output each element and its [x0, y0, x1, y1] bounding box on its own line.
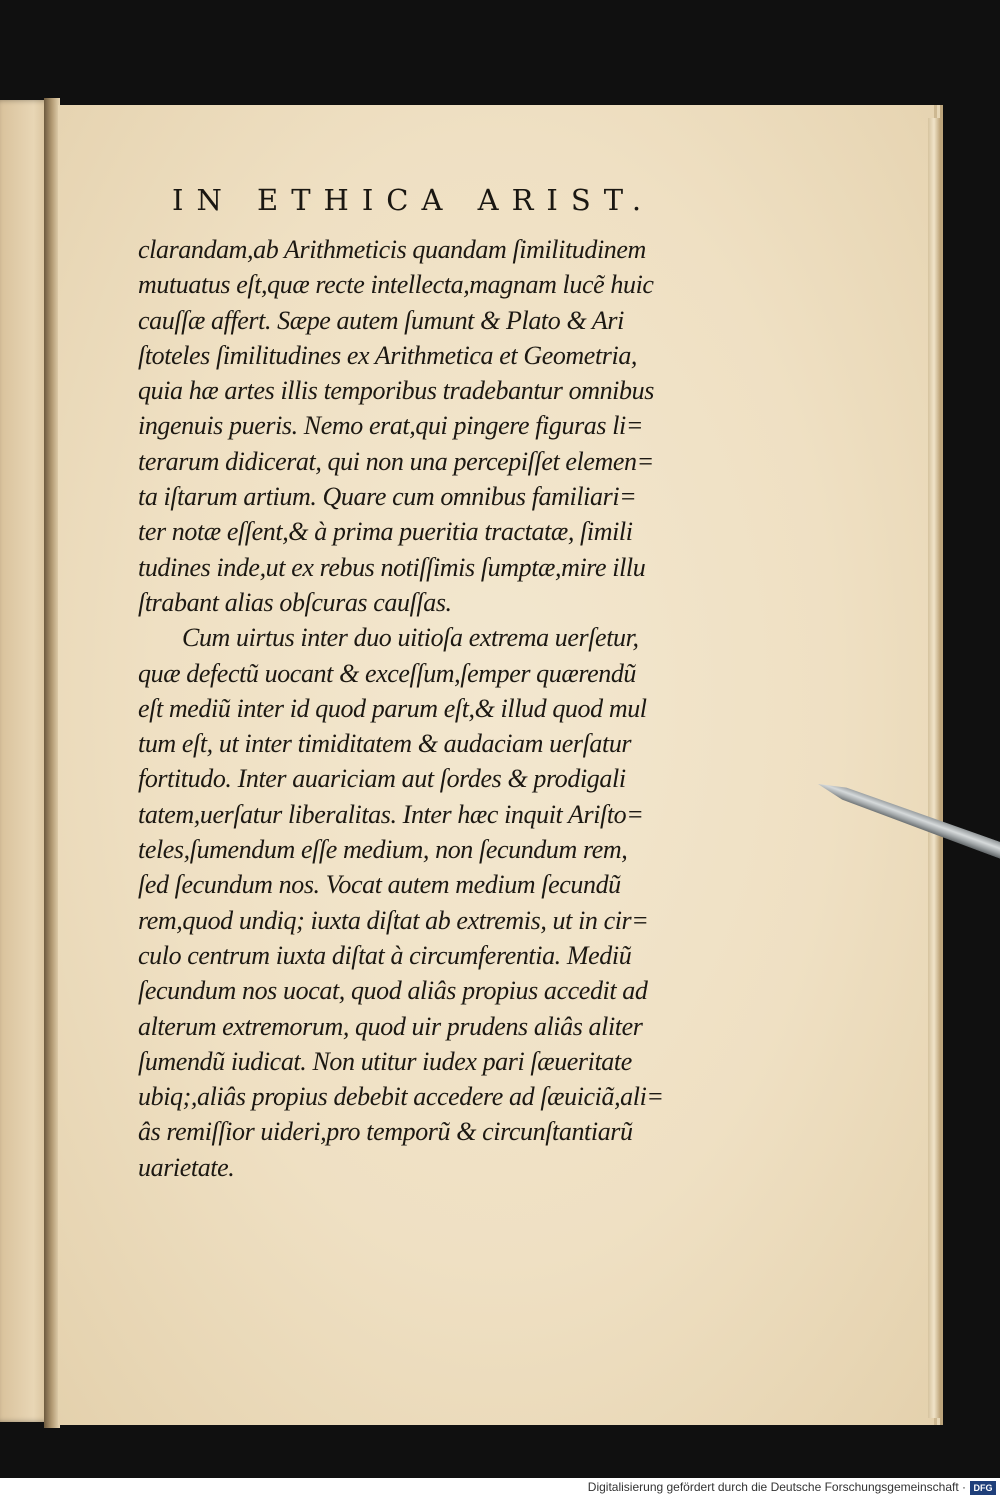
text-line: ter notæ eſſent,& à prima pueritia tractatæ, ſimili: [138, 517, 633, 547]
text-line: quia hæ artes illis temporibus tradebantur omnibus: [138, 376, 654, 406]
text-line: terarum didicerat, qui non una percepiſſet elemen=: [138, 446, 654, 476]
text-line: quæ defectũ uocant & exceſſum,ſemper quærendũ: [138, 658, 637, 688]
text-line: ſtrabant alias obſcuras cauſſas.: [138, 587, 452, 617]
text-line: eſt mediũ inter id quod parum eſt,& illud quod mul: [138, 693, 647, 723]
text-line: Cum uirtus inter duo uitioſa extrema uerſetur,: [182, 623, 639, 653]
text-line: ſecundum nos uocat, quod aliâs propius accedit ad: [138, 976, 648, 1006]
text-line: ubiq;,aliâs propius debebit accedere ad ſæuiciã,ali=: [138, 1082, 664, 1112]
running-head: IN ETHICA ARIST.: [172, 183, 655, 217]
text-line: ingenuis pueris. Nemo erat,qui pingere figuras li=: [138, 411, 644, 441]
text-line: mutuatus eſt,quæ recte intellecta,magnam lucẽ huic: [138, 270, 654, 300]
text-line: tatem,uerſatur liberalitas. Inter hæc inquit Ariſto=: [138, 799, 644, 829]
page-edge: [928, 118, 940, 1418]
text-line: clarandam,ab Arithmeticis quandam ſimilitudinem: [138, 235, 646, 264]
text-line: ta iſtarum artium. Quare cum omnibus familiari=: [138, 482, 637, 512]
text-line: fortitudo. Inter auariciam aut ſordes & prodigali: [138, 764, 626, 794]
text-line: culo centrum iuxta diſtat à circumferentia. Mediũ: [138, 940, 632, 970]
text-line: alterum extremorum, quod uir prudens aliâs aliter: [138, 1011, 643, 1041]
text-line: uarietate.: [138, 1152, 235, 1182]
text-line: ſed ſecundum nos. Vocat autem medium ſecundũ: [138, 870, 621, 900]
text-line: rem,quod undiq; iuxta diſtat ab extremis, ut in cir=: [138, 905, 649, 935]
text-line: tudines inde,ut ex rebus notiſſimis ſumptæ,mire illu: [138, 552, 646, 582]
text-line: ſtoteles ſimilitudines ex Arithmetica et Geometria,: [138, 340, 638, 370]
footer-bar: [0, 1478, 1000, 1500]
dfg-logo-icon: DFG: [970, 1481, 996, 1495]
text-line: âs remiſſior uideri,pro temporũ & circunſtantiarũ: [138, 1117, 633, 1147]
text-line: tum eſt, ut inter timiditatem & audaciam uerſatur: [138, 729, 632, 759]
body-text: [138, 232, 698, 1185]
text-line: cauſſæ affert. Sæpe autem ſumunt & Plato & Ari: [138, 305, 624, 335]
funding-credit: Digitalisierung gefördert durch die Deutsche Forschungsgemeinschaft ·: [587, 1480, 966, 1494]
text-line: ſumendũ iudicat. Non utitur iudex pari ſæueritate: [138, 1046, 632, 1076]
text-line: teles,ſumendum eſſe medium, non ſecundum rem,: [138, 835, 628, 865]
